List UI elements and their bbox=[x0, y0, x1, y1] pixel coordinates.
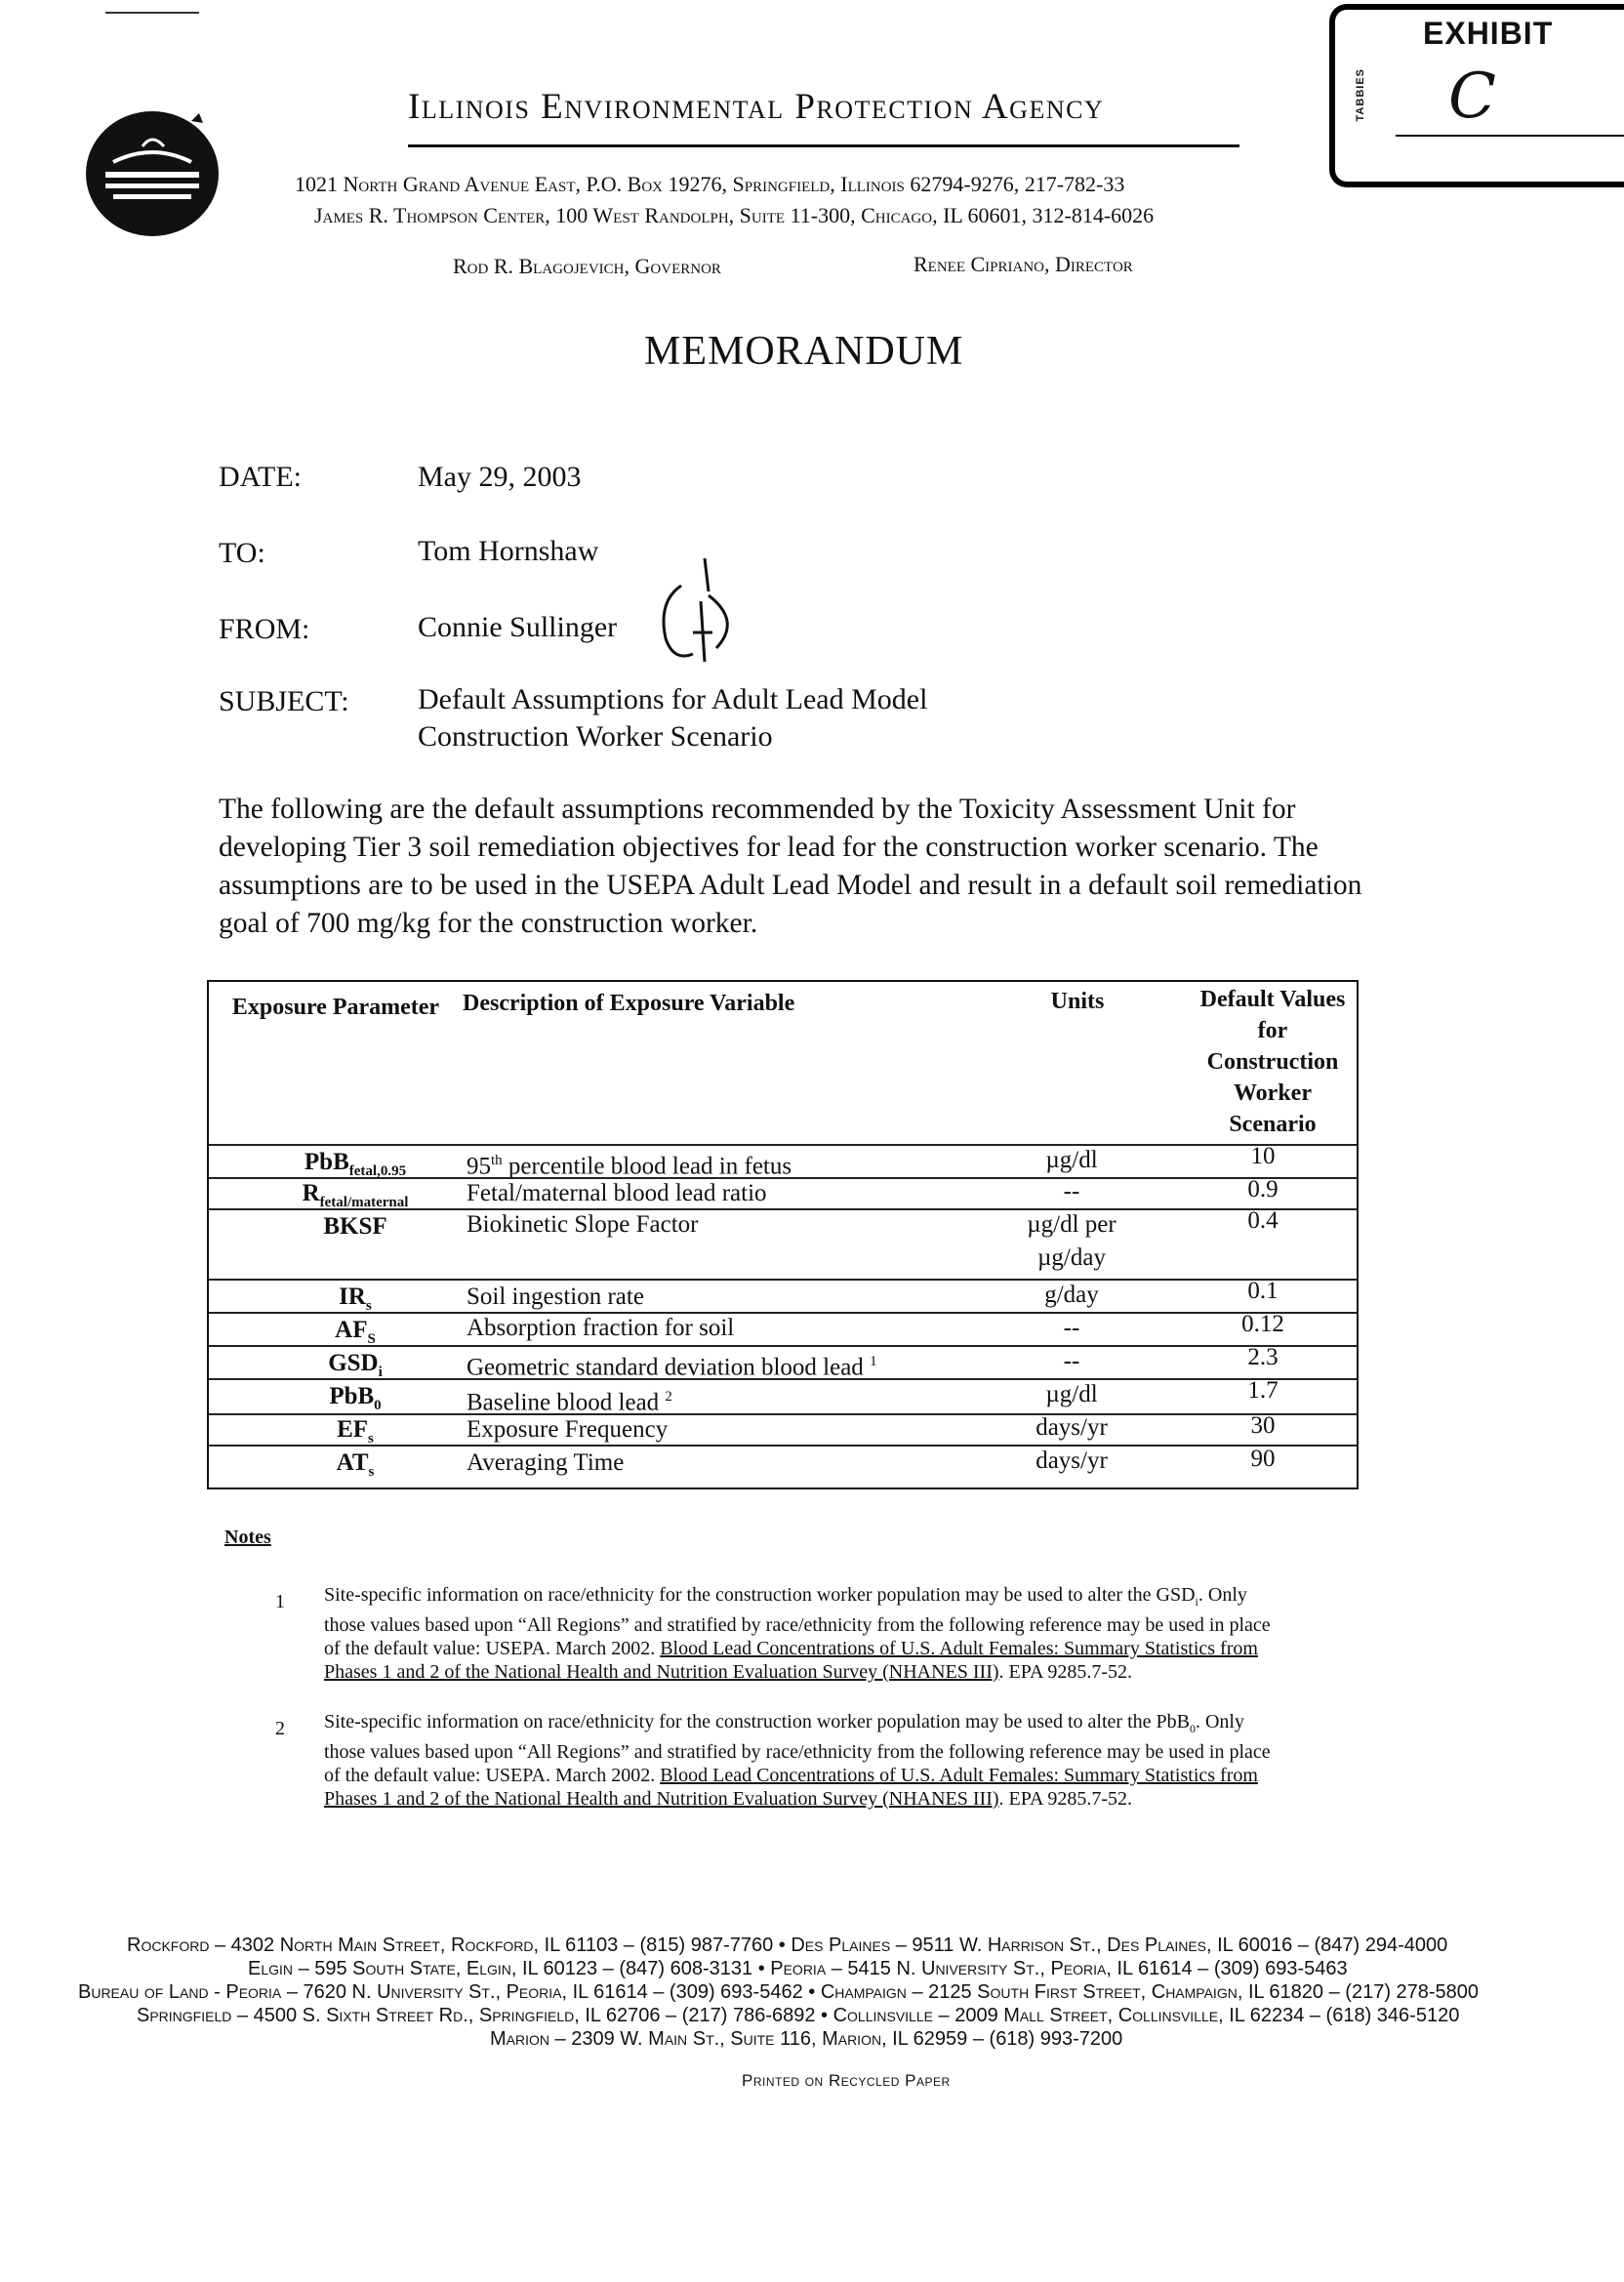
value-gsd: 2.3 bbox=[1247, 1344, 1279, 1370]
memo-title: MEMORANDUM bbox=[644, 329, 964, 374]
address-springfield: 1021 North Grand Avenue East, P.O. Box 19276, Springfield, Illinois 62794-9276, 217-782-33 bbox=[295, 172, 1125, 196]
value-afs: 0.12 bbox=[1241, 1311, 1284, 1337]
units-pbb0: µg/dl bbox=[1045, 1381, 1098, 1407]
note-1-text: Site-specific information on race/ethnicity for the construction worker population may be used to alter the $GSD_i$. Only those values based upon “All Regions” and stratified by race/ethnicity from the following reference may be used in place of the default value: USEPA. March 2002. Blood Lead Concentrations of U.S. Adult Females: Summary Statistics from Phases 1 and 2 of the National Health and Nutrition Evaluation Survey (NHANES III). EPA 9285.7-52. bbox=[324, 1584, 1271, 1683]
value-pbb0: 1.7 bbox=[1247, 1377, 1279, 1404]
units-bksf-line1: µg/dl per bbox=[1027, 1211, 1116, 1238]
agency-name: Illinois Environmental Protection Agency bbox=[408, 87, 1105, 127]
desc-efs: Exposure Frequency bbox=[467, 1416, 669, 1443]
param-r-fetal-maternal: $R_{fetal/maternal}$ bbox=[302, 1180, 409, 1210]
exhibit-label: EXHIBIT bbox=[1423, 16, 1554, 51]
param-irs: $IR_s$ bbox=[339, 1284, 372, 1314]
header-parameter: Exposure Parameter bbox=[231, 995, 440, 1020]
governor-name: Rod R. Blagojevich, Governor bbox=[453, 254, 721, 278]
exhibit-letter: C bbox=[1448, 61, 1496, 133]
note-1-number: 1 bbox=[275, 1591, 285, 1612]
subject-line-2: Construction Worker Scenario bbox=[418, 720, 773, 753]
top-scan-mark bbox=[105, 12, 199, 14]
header-description: Description of Exposure Variable bbox=[463, 991, 795, 1016]
desc-pbb0: Baseline blood lead $^2$ bbox=[467, 1389, 672, 1416]
agency-rule bbox=[408, 144, 1239, 147]
date-label: DATE: bbox=[219, 461, 302, 493]
from-value: Connie Sullinger bbox=[418, 611, 618, 643]
param-gsd: $GSD_i$ bbox=[328, 1350, 383, 1380]
desc-irs: Soil ingestion rate bbox=[467, 1284, 644, 1310]
units-afs: -- bbox=[1063, 1315, 1080, 1341]
to-value: Tom Hornshaw bbox=[418, 535, 599, 567]
units-pbb-fetal: µg/dl bbox=[1045, 1147, 1098, 1173]
param-ats: $AT_s$ bbox=[336, 1449, 375, 1480]
footer-line-1: Rockford – 4302 North Main Street, Rockford, IL 61103 – (815) 987-7760 • Des Plaines – 9511 W. Harrison St., Des Plaines, IL 60016 – (847) 294-4000 bbox=[127, 1935, 1448, 1956]
address-chicago: James R. Thompson Center, 100 West Randolph, Suite 11-300, Chicago, IL 60601, 312-814-6026 bbox=[314, 203, 1155, 227]
subject-line-1: Default Assumptions for Adult Lead Model bbox=[418, 683, 928, 715]
value-pbb-fetal: 10 bbox=[1250, 1143, 1276, 1169]
units-irs: g/day bbox=[1044, 1282, 1099, 1308]
note-2-number: 2 bbox=[275, 1718, 285, 1739]
desc-afs: Absorption fraction for soil bbox=[467, 1315, 735, 1341]
desc-gsd: Geometric standard deviation blood lead $^1$ bbox=[467, 1354, 877, 1381]
param-pbb0: PbB$_0$ bbox=[329, 1383, 382, 1413]
desc-ats: Averaging Time bbox=[467, 1449, 625, 1476]
date-value: May 29, 2003 bbox=[418, 461, 582, 493]
value-r-fetal-maternal: 0.9 bbox=[1247, 1176, 1279, 1202]
param-bksf: BKSF bbox=[323, 1213, 387, 1240]
footer-line-2: Elgin – 595 South State, Elgin, IL 60123 – (847) 608-3131 • Peoria – 5415 N. University St., Peoria, IL 61614 – (309) 693-5463 bbox=[248, 1958, 1348, 1979]
param-efs: $EF_s$ bbox=[337, 1416, 374, 1447]
desc-pbb-fetal: 95th percentile blood lead in fetus bbox=[467, 1153, 792, 1180]
exposure-parameter-table bbox=[207, 980, 1359, 1489]
value-bksf: 0.4 bbox=[1247, 1207, 1279, 1234]
subject-label: SUBJECT: bbox=[219, 685, 349, 717]
note-2-text: Site-specific information on race/ethnicity for the construction worker population may be used to alter the PbB$_0$. Only those values based upon “All Regions” and stratified by race/ethnicity from the following reference may be used in place of the default value: USEPA. March 2002. Blood Lead Concentrations of U.S. Adult Females: Summary Statistics from Phases 1 and 2 of the National Health and Nutrition Evaluation Survey (NHANES III). EPA 9285.7-52. bbox=[324, 1711, 1271, 1810]
units-ats: days/yr bbox=[1035, 1447, 1108, 1474]
units-efs: days/yr bbox=[1035, 1414, 1108, 1441]
footer-line-4: Springfield – 4500 S. Sixth Street Rd., Springfield, IL 62706 – (217) 786-6892 • Collinsville – 2009 Mall Street, Collinsville, IL 62234 – (618) 346-5120 bbox=[137, 2005, 1460, 2026]
director-name: Renee Cipriano, Director bbox=[914, 252, 1133, 276]
exhibit-side-text: TABBIES bbox=[1355, 68, 1366, 122]
exhibit-line bbox=[1396, 135, 1624, 137]
exhibit-stamp bbox=[1329, 4, 1624, 187]
value-ats: 90 bbox=[1250, 1446, 1276, 1472]
printed-recycled: Printed on Recycled Paper bbox=[742, 2071, 951, 2090]
notes-title: Notes bbox=[224, 1527, 271, 1548]
footer-line-5: Marion – 2309 W. Main St., Suite 116, Marion, IL 62959 – (618) 993-7200 bbox=[490, 2028, 1123, 2050]
units-gsd: -- bbox=[1063, 1348, 1080, 1374]
iepa-logo-icon bbox=[84, 103, 223, 238]
units-r-fetal-maternal: -- bbox=[1063, 1178, 1080, 1204]
param-pbb-fetal: PbB$_{fetal,0.95}$ bbox=[304, 1149, 407, 1179]
header-default-values: Default Values for Construction Worker Scenario bbox=[1199, 987, 1346, 1137]
desc-bksf: Biokinetic Slope Factor bbox=[467, 1211, 699, 1238]
from-label: FROM: bbox=[219, 613, 310, 645]
intro-paragraph: The following are the default assumptions recommended by the Toxicity Assessment Unit for developing Tier 3 soil remediation objectives for lead for the construction worker scenario. The assumptions are to be used in the USEPA Adult Lead Model and result in a default soil remediation goal of 700 mg/kg for the construction worker. bbox=[219, 794, 1362, 939]
initials-signature-icon bbox=[648, 552, 750, 693]
param-afs: $AF_S$ bbox=[335, 1317, 376, 1347]
units-bksf-line2: µg/day bbox=[1037, 1244, 1106, 1271]
header-units: Units bbox=[1050, 989, 1105, 1014]
footer-line-3: Bureau of Land - Peoria – 7620 N. University St., Peoria, IL 61614 – (309) 693-5462 • Champaign – 2125 South First Street, Champaign, IL 61820 – (217) 278-5800 bbox=[78, 1981, 1480, 2003]
value-irs: 0.1 bbox=[1247, 1278, 1279, 1304]
to-label: TO: bbox=[219, 537, 265, 569]
desc-r-fetal-maternal: Fetal/maternal blood lead ratio bbox=[467, 1180, 767, 1206]
value-efs: 30 bbox=[1250, 1412, 1276, 1439]
